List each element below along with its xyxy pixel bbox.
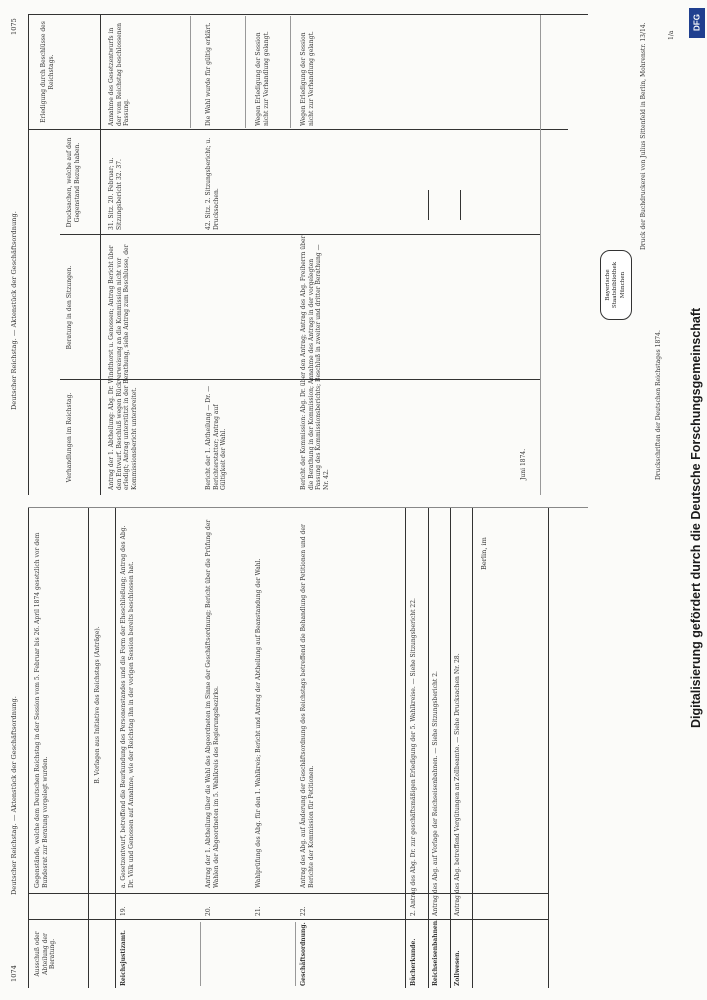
- row-number: 21.: [255, 906, 262, 916]
- row-section: Reichsjustizamt.: [120, 930, 127, 986]
- row-verhandlungen: Antrag der 1. Abtheilung: Abg. Dr. Windthorst u. Genossen; Antrag Bericht über den Entwurf. Beschluß wegen Rückverweisung an die Kommission nicht vor erledigt; Antrag unterstützt in der Berathung, siehe Antrag zum Beschlusse, der Kommissionsbericht unterbreitet.: [108, 244, 138, 490]
- row-erledigung: Annahme des Gesetzentwurfs in der vom Reichstag beschlossenen Fassung.: [108, 22, 130, 126]
- footnote-left: Druckschriften der Deutschen Reichstages 1874.: [655, 330, 662, 480]
- signature: Berlin, im: [480, 537, 488, 570]
- row-beratung: 42. Sitz. 2. Sitzungsbericht; u. Drucksachen.: [205, 137, 220, 230]
- stamp-text: Bayerische Staatsbibliothek München: [605, 261, 626, 309]
- dfg-logo-text: DFG: [692, 14, 702, 31]
- row-erledigung: Wegen Erledigung der Session nicht zur Verhandlung gelangt.: [255, 31, 270, 126]
- row-number: 20.: [205, 906, 212, 916]
- page-number-left: 1074: [10, 965, 18, 982]
- col-head-beratung: Beratung in den Sitzungen.: [66, 265, 73, 350]
- bottom-row-text: Antrag des Abg. betreffend Vergütungen an Zollbeamte. — Siehe Drucksachen Nr. 28.: [454, 653, 461, 916]
- page-header-right: Deutscher Reichstag. — Aktenstück der Geschäftsordnung.: [10, 211, 18, 410]
- dfg-banner: [688, 8, 704, 728]
- col-head-gegenstand: Gegenstände, welche dem Deutschen Reichstag in der Session vom 5. Februar bis 26. April 1874 gesetzlich vor dem Bundesrat zur Beratung vorgelegt wurden.: [34, 532, 49, 888]
- row-erledigung: Wegen Erledigung der Session nicht zur Verhandlung gelangt.: [300, 31, 315, 126]
- row-gegenstand: Antrag der 1. Abtheilung über die Wahl des Abgeordneten im Sinne der Geschäftsordnung; Bericht über die Prüfung der Wahlen der Abgeordneten im 5. Wahlkreis des Regierungsbezirks.: [205, 519, 220, 888]
- date-right: Juni 1874.: [520, 448, 527, 480]
- bottom-row-label: Reichseisenbahnen.: [432, 918, 439, 986]
- library-stamp: [600, 250, 632, 320]
- row-gegenstand: a. Gesetzentwurf, betreffend die Beurkundung des Personenstandes und die Form der Eheschließung; Antrag des Abg. Dr. Völk und Genossen auf Annahme, wie der Reichstag ihn in der vorigen Session bereits beschlossen hat.: [120, 525, 135, 888]
- row-beratung: 31. Sitz. 20. Februar; u. Sitzungsbericht 32. 37.: [108, 157, 123, 230]
- page-header-left: Deutscher Reichstag. — Aktenstück der Geschäftsordnung.: [10, 696, 18, 895]
- row-verhandlungen: Bericht der Kommission: Abg. Dr. über den Antrag; Antrag des Abg. Freiherrn über die Berathung in der Kommission; Annahme des Antrags in der vorgelegten Fassung des Kommissionsberichts; Beschluß in zweiter und dritter Berathung — Nr. 42.: [300, 235, 330, 490]
- banner-text: Digitalisierung gefördert durch die Deutsche Forschungsgemeinschaft: [689, 307, 703, 728]
- sub-heading: B. Vorlagen aus Initiative des Reichstags (Anträge).: [94, 626, 101, 784]
- col-head-ausschuss: Ausschuß oder Abteilung der Beratung.: [34, 931, 56, 977]
- col-head-erledigung: Erledigung durch Beschlüsse des Reichstags.: [40, 21, 55, 123]
- bottom-row-text: Antrag des Abg. auf Vorlage der Reichseisenbahnen. — Siehe Sitzungsbericht 2.: [432, 671, 439, 916]
- row-erledigung: Die Wahl wurde für gültig erklärt.: [205, 22, 212, 126]
- row-verhandlungen: Bericht der 1. Abtheilung — Dr. — Berichterstatter; Antrag auf Gültigkeit der Wahl.: [205, 385, 227, 490]
- page-number-right: 1075: [10, 18, 18, 35]
- bottom-row-label: Bücherkunde.: [410, 938, 417, 986]
- row-gegenstand: Antrag des Abg. auf Änderung der Geschäftsordnung des Reichstags betreffend die Behandlung der Petitionen und der Berichte der Kommission für Petitionen.: [300, 524, 315, 888]
- bottom-row-text: 2. Antrag des Abg. Dr. zur geschäftsmäßigen Erledigung der 5. Wahlkreise. — Siehe Sitzungsbericht 22.: [410, 598, 417, 916]
- bottom-row-label: Zollwesen.: [454, 950, 461, 986]
- row-number: 19.: [120, 906, 127, 916]
- row-section: Geschäftsordnung.: [300, 922, 307, 986]
- row-number: 22.: [300, 906, 307, 916]
- col-head-verhandlungen: Verhandlungen im Reichstag.: [66, 392, 73, 483]
- footnote-right: Druck der Buchdruckerei von Julius Sittenfeld in Berlin, Mohrenstr. 13/14.: [640, 22, 647, 250]
- row-gegenstand: Wahlprüfung des Abg. für den 1. Wahlkreis; Bericht und Antrag der Abtheilung auf Beanstandung der Wahl.: [255, 558, 262, 888]
- footer-page: 1/a: [668, 30, 675, 40]
- col-head-drucksachen: Drucksachen, welche auf den Gegenstand Bezug haben.: [66, 137, 81, 228]
- dfg-logo-icon: [689, 8, 705, 38]
